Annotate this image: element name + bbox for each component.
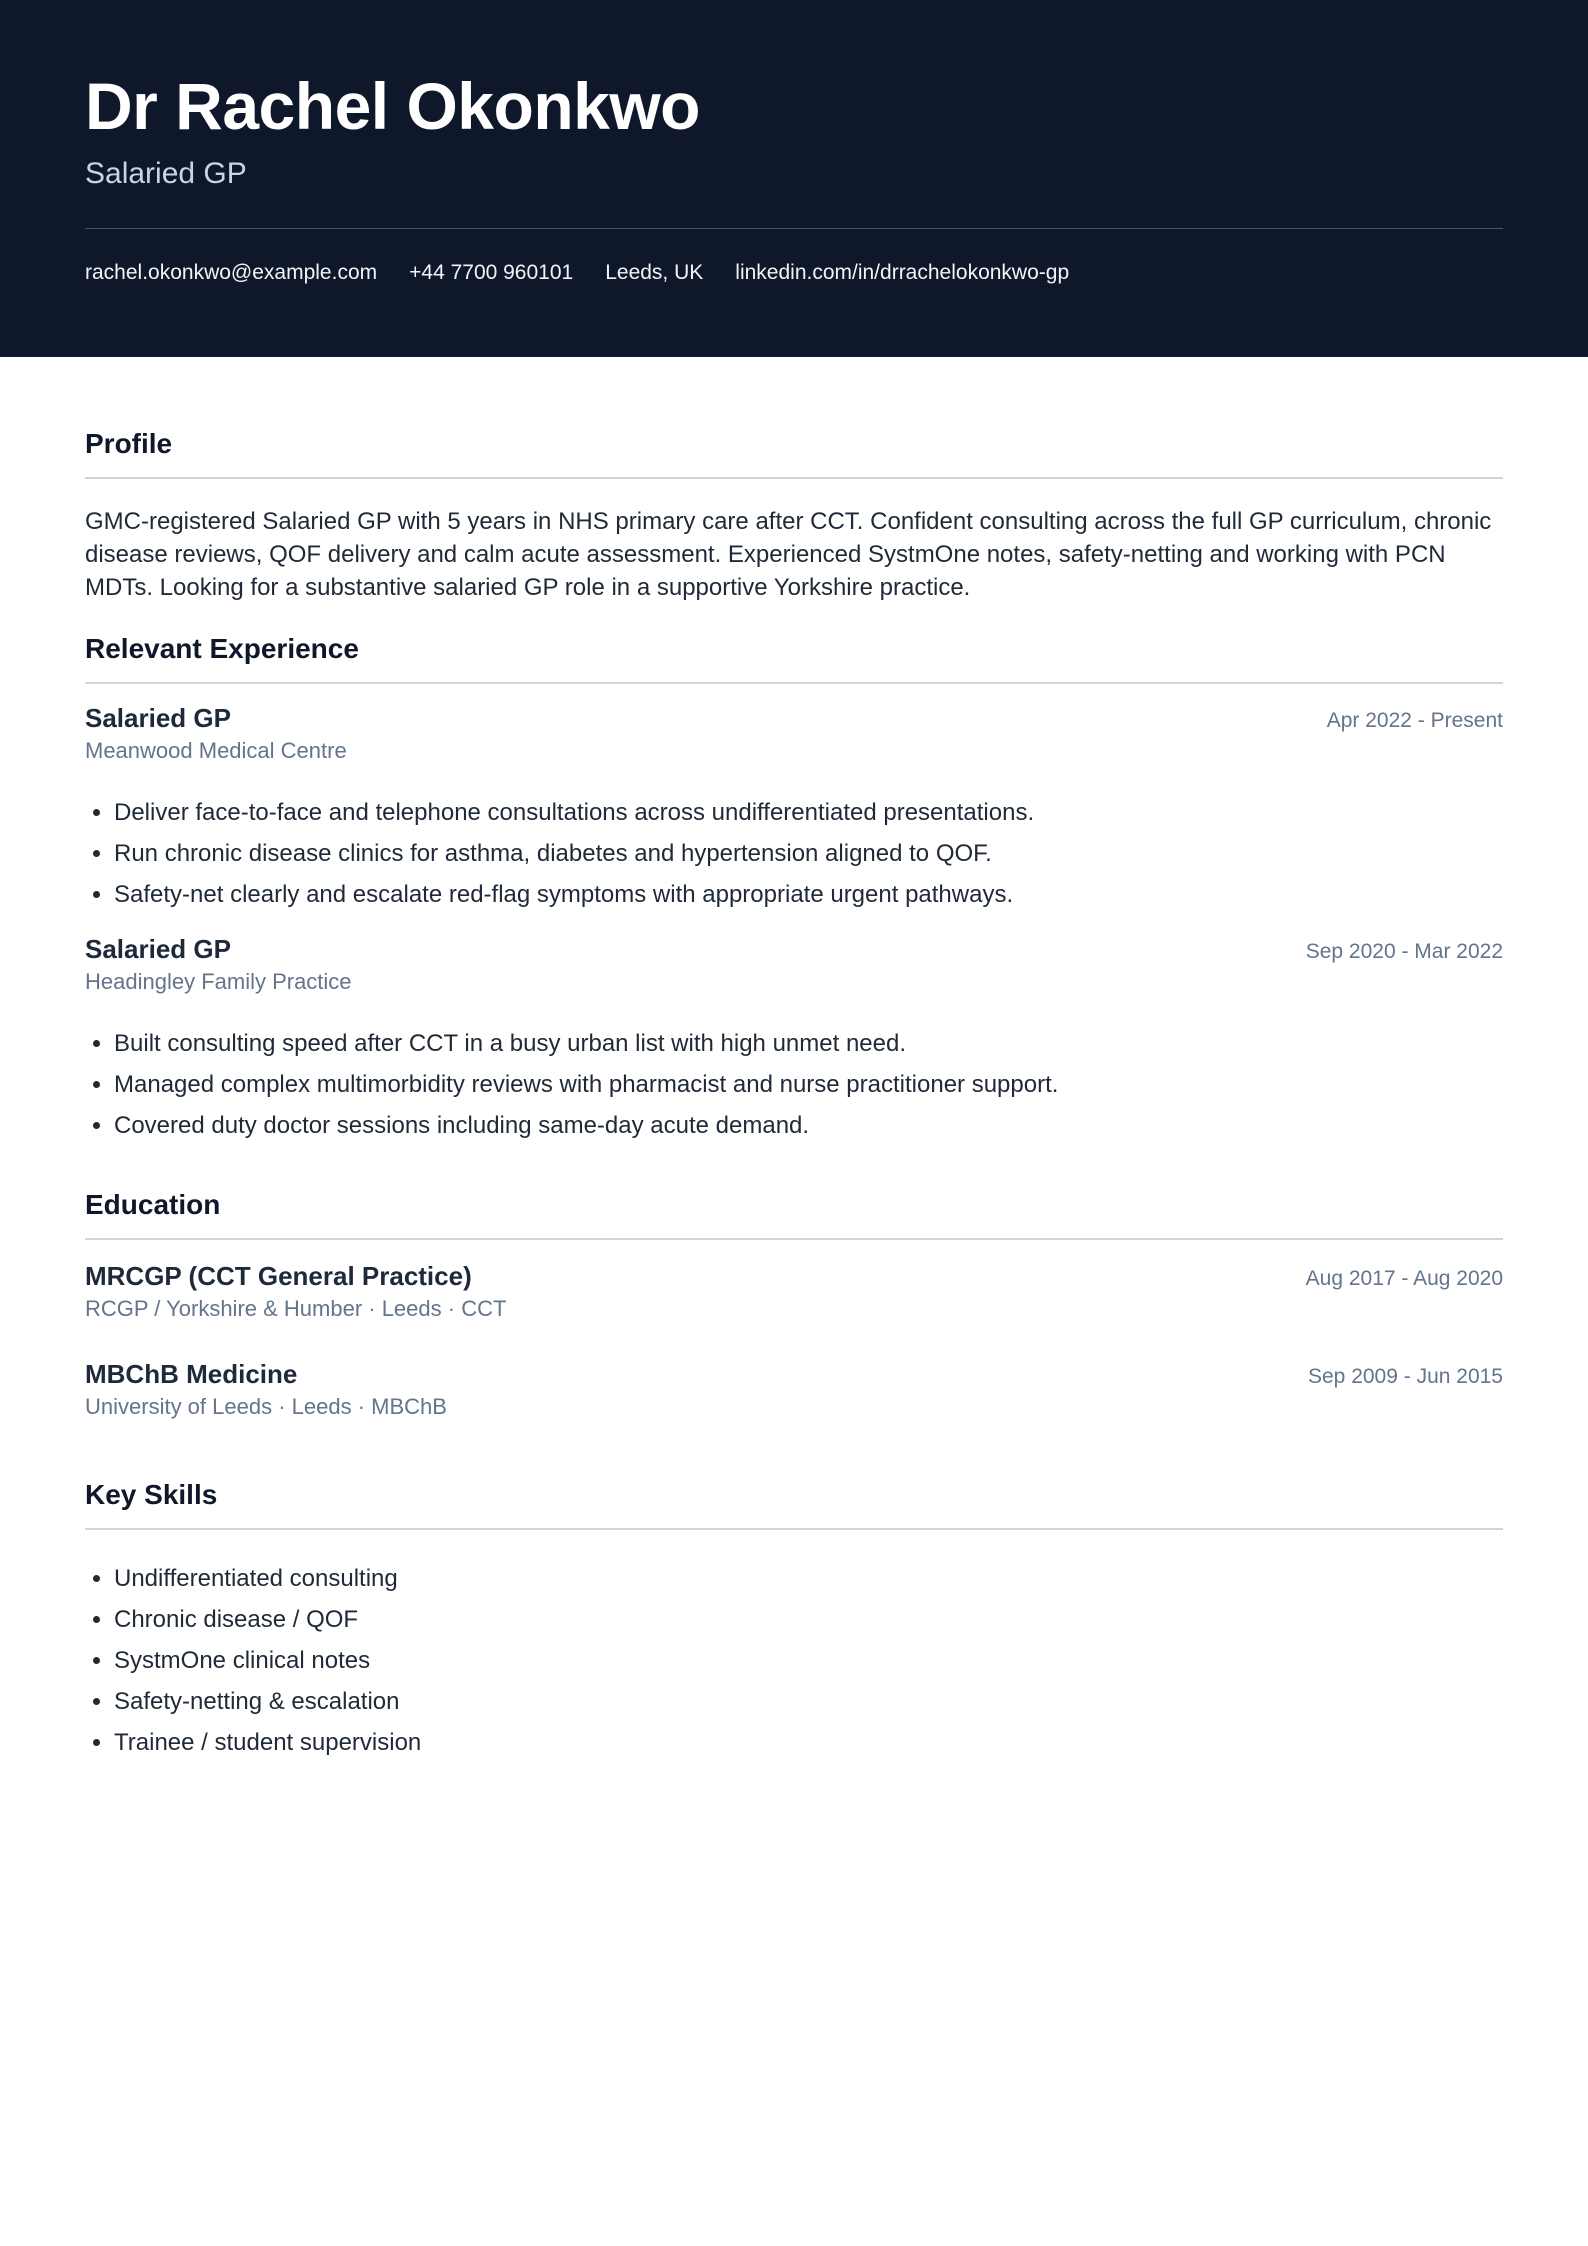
section-heading-skills: Key Skills	[85, 1478, 1503, 1530]
contact-linkedin[interactable]: linkedin.com/in/drrachelokonkwo-gp	[735, 261, 1070, 284]
contact-list	[85, 261, 1503, 285]
profile-section	[85, 427, 1503, 604]
job-role: Salaried GP	[85, 934, 231, 964]
skill-item: • SystmOne clinical notes	[114, 1640, 1503, 1681]
skill-item: • Undifferentiated consulting	[114, 1558, 1503, 1599]
header-divider	[85, 228, 1503, 229]
candidate-title: Salaried GP	[85, 157, 247, 190]
job-header	[85, 702, 1503, 734]
job-bullet: • Safety-net clearly and escalate red-flag symptoms with appropriate urgent pathways.	[114, 874, 1503, 915]
skills-section	[85, 1478, 1503, 1763]
job-bullet: • Covered duty doctor sessions including same-day acute demand.	[114, 1105, 1503, 1146]
education-details: RCGP / Yorkshire & Humber · Leeds · CCT	[85, 1296, 507, 1321]
skill-item: • Trainee / student supervision	[114, 1722, 1503, 1763]
candidate-name: Dr Rachel Okonkwo	[85, 69, 700, 143]
job-bullets	[85, 792, 1503, 915]
section-heading-profile: Profile	[85, 427, 1503, 479]
education-qualification: MRCGP (CCT General Practice)	[85, 1261, 472, 1291]
skill-item: • Safety-netting & escalation	[114, 1681, 1503, 1722]
resume-body	[0, 357, 1588, 1763]
job-bullet: • Deliver face-to-face and telephone consultations across undifferentiated presentations.	[114, 792, 1503, 833]
skills-list	[85, 1558, 1503, 1763]
job-entry	[85, 702, 1503, 915]
job-dates: Apr 2022 - Present	[1326, 709, 1503, 732]
job-organisation: Meanwood Medical Centre	[85, 738, 347, 763]
education-dates: Aug 2017 - Aug 2020	[1305, 1267, 1503, 1290]
job-header	[85, 933, 1503, 965]
job-entry	[85, 933, 1503, 1146]
contact-location: Leeds, UK	[605, 261, 704, 284]
education-header	[85, 1260, 1503, 1292]
profile-summary: GMC-registered Salaried GP with 5 years in NHS primary care after CCT. Confident consulting across the full GP curriculum, chronic disease reviews, QOF delivery and calm acute assessment. Experienced SystmOne notes, safety-netting and working with PCN MDTs. Looking for a substantive salaried GP role in a supportive Yorkshire practice.	[85, 508, 1492, 601]
section-heading-experience: Relevant Experience	[85, 632, 1503, 684]
job-dates: Sep 2020 - Mar 2022	[1305, 940, 1503, 963]
job-bullet: • Built consulting speed after CCT in a busy urban list with high unmet need.	[114, 1023, 1503, 1064]
experience-section	[85, 632, 1503, 1146]
contact-phone[interactable]: +44 7700 960101	[409, 261, 574, 284]
education-entry	[85, 1260, 1503, 1324]
contact-email[interactable]: rachel.okonkwo@example.com	[85, 261, 378, 284]
education-header	[85, 1358, 1503, 1390]
education-details: University of Leeds · Leeds · MBChB	[85, 1394, 447, 1419]
education-entry	[85, 1358, 1503, 1422]
job-bullet: • Managed complex multimorbidity reviews with pharmacist and nurse practitioner support.	[114, 1064, 1503, 1105]
skill-item: • Chronic disease / QOF	[114, 1599, 1503, 1640]
job-bullet: • Run chronic disease clinics for asthma, diabetes and hypertension aligned to QOF.	[114, 833, 1503, 874]
education-dates: Sep 2009 - Jun 2015	[1308, 1365, 1503, 1388]
job-bullets	[85, 1023, 1503, 1146]
education-qualification: MBChB Medicine	[85, 1359, 298, 1389]
resume-header	[0, 0, 1588, 357]
section-heading-education: Education	[85, 1188, 1503, 1240]
education-section	[85, 1188, 1503, 1422]
job-role: Salaried GP	[85, 703, 231, 733]
job-organisation: Headingley Family Practice	[85, 969, 352, 994]
